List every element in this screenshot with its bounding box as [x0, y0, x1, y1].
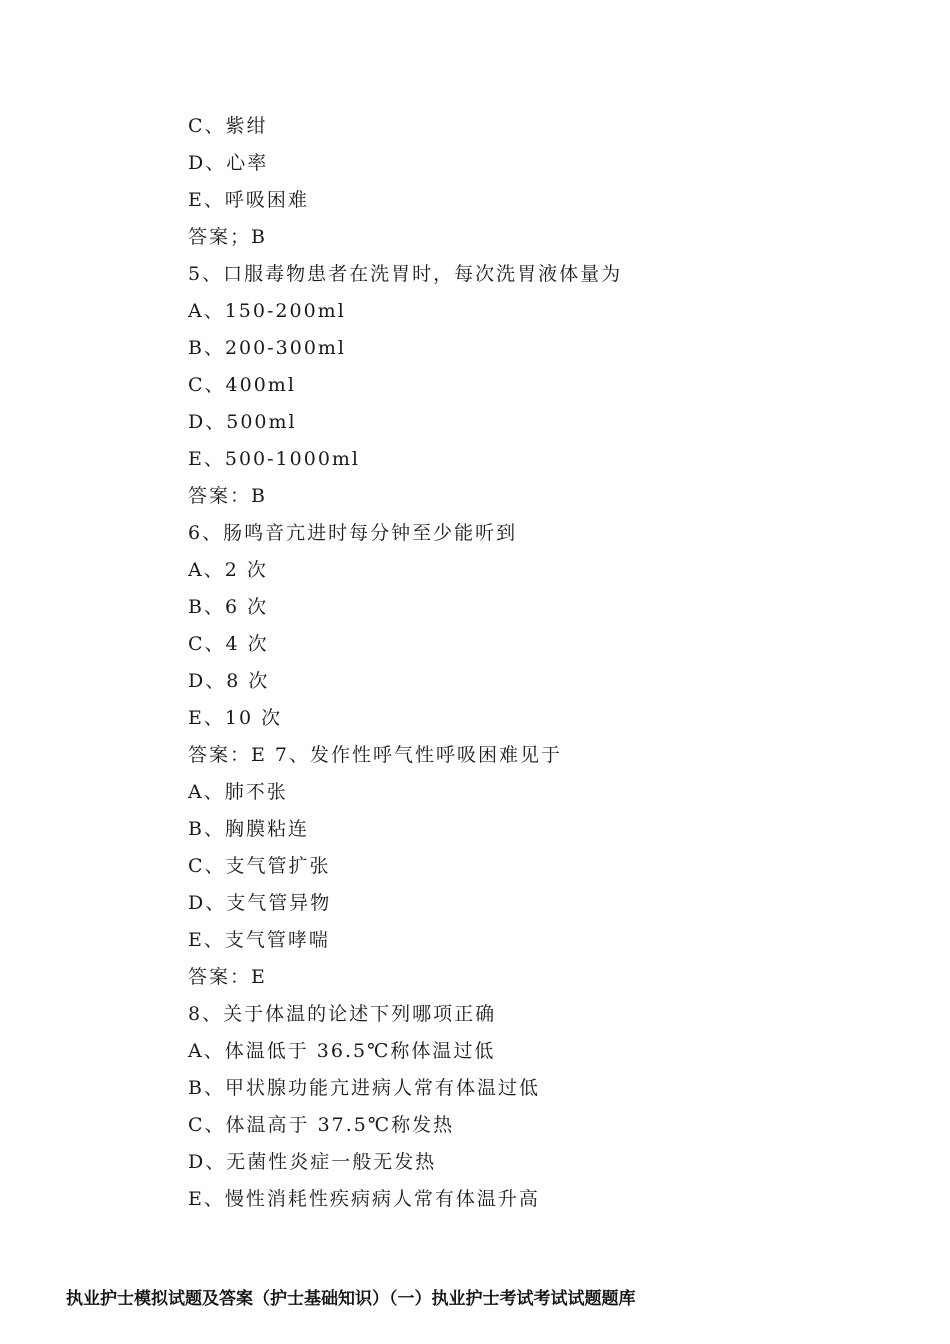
option-line: E、支气管哮喘	[188, 929, 330, 951]
option-line: E、10 次	[188, 707, 283, 729]
option-line: C、体温高于 37.5℃称发热	[188, 1114, 455, 1136]
option-line: A、150-200ml	[188, 300, 346, 322]
page-footer: 执业护士模拟试题及答案（护士基础知识）（一）执业护士考试考试试题题库	[66, 1289, 636, 1309]
option-line: B、200-300ml	[188, 337, 347, 359]
option-line: B、胸膜粘连	[188, 818, 309, 840]
question-list	[188, 108, 888, 1218]
question-line: 8、关于体温的论述下列哪项正确	[188, 1003, 497, 1025]
option-line: C、4 次	[188, 633, 269, 655]
option-line: E、500-1000ml	[188, 448, 361, 470]
option-line: D、心率	[188, 152, 269, 174]
option-line: E、呼吸困难	[188, 189, 309, 211]
question-line: 5、口服毒物患者在洗胃时，每次洗胃液体量为	[188, 263, 623, 285]
answer-line: 答案：E	[188, 966, 267, 988]
option-line: E、慢性消耗性疾病病人常有体温升高	[188, 1188, 540, 1210]
option-line: D、支气管异物	[188, 892, 332, 914]
answer-line: 答案；B	[188, 226, 267, 248]
answer-question-line: 答案：E 7、发作性呼气性呼吸困难见于	[188, 744, 562, 766]
option-line: D、无菌性炎症一般无发热	[188, 1151, 437, 1173]
answer-line: 答案：B	[188, 485, 267, 507]
option-line: A、体温低于 36.5℃称体温过低	[188, 1040, 496, 1062]
option-line: C、紫绀	[188, 115, 268, 137]
option-line: A、肺不张	[188, 781, 288, 803]
option-line: C、400ml	[188, 374, 296, 396]
option-line: B、甲状腺功能亢进病人常有体温过低	[188, 1077, 540, 1099]
option-line: D、500ml	[188, 411, 297, 433]
option-line: C、支气管扩张	[188, 855, 331, 877]
option-line: A、2 次	[188, 559, 268, 581]
question-line: 6、肠鸣音亢进时每分钟至少能听到	[188, 522, 518, 544]
option-line: B、6 次	[188, 596, 269, 618]
option-line: D、8 次	[188, 670, 270, 692]
